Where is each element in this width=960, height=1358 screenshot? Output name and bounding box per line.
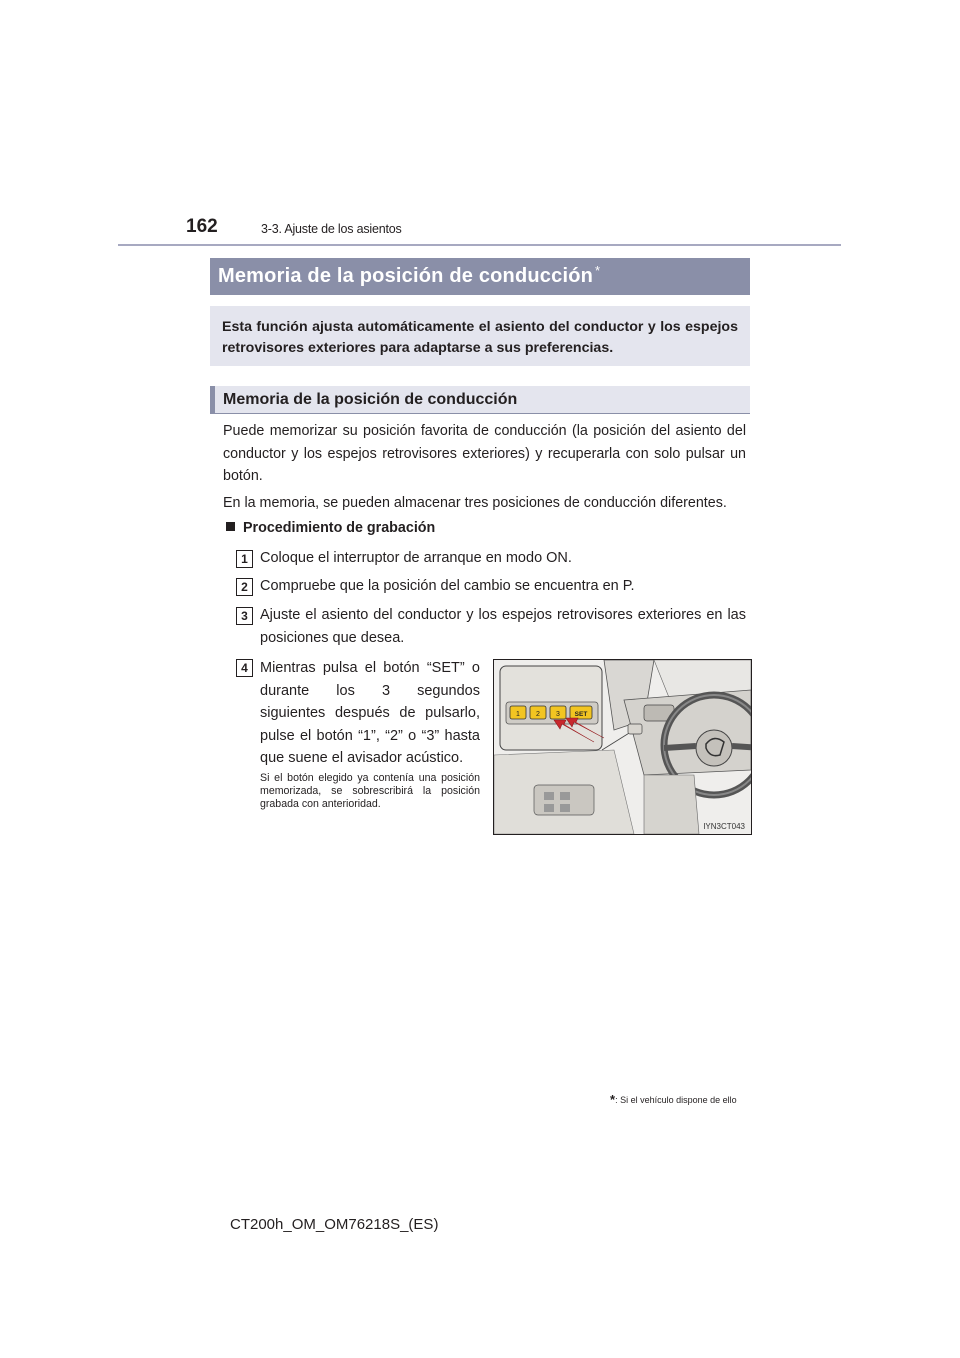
steering-hub bbox=[696, 730, 732, 766]
figure-illustration bbox=[494, 660, 751, 834]
memory-button-3-label: 3 bbox=[556, 711, 560, 718]
window-switch bbox=[544, 804, 554, 812]
window-switch bbox=[560, 792, 570, 800]
footer-code: CT200h_OM_OM76218S_(ES) bbox=[230, 1216, 439, 1233]
step-text-2: Compruebe que la posición del cambio se encuentra en P. bbox=[260, 578, 635, 594]
subsection-accent bbox=[210, 386, 215, 414]
window-switch bbox=[560, 804, 570, 812]
figure-code: IYN3CT043 bbox=[703, 822, 745, 831]
memory-button-1-label: 1 bbox=[516, 711, 520, 718]
step-number-1: 1 bbox=[236, 550, 253, 568]
memory-button-1 bbox=[510, 706, 526, 719]
bullet-square-icon bbox=[226, 522, 235, 531]
procedure-heading bbox=[226, 520, 435, 536]
step-text-3: Ajuste el asiento del conductor y los espejos retrovisores exteriores en las posiciones que desea. bbox=[260, 607, 746, 646]
title-bar bbox=[210, 258, 750, 295]
memory-button-2-label: 2 bbox=[536, 711, 540, 718]
section-label: 3-3. Ajuste de los asientos bbox=[261, 222, 402, 236]
title-footnote-mark: * bbox=[595, 263, 601, 278]
set-button-label: SET bbox=[574, 711, 588, 718]
paragraph-1: Puede memorizar su posición favorita de conducción (la posición del asiento del conductor y los espejos retrovisores exteriores) y recuperarla con solo pulsar un botón. bbox=[223, 423, 746, 484]
footnote-text: : Si el vehículo dispone de ello bbox=[615, 1095, 737, 1105]
page-title-text: Memoria de la posición de conducción bbox=[218, 265, 594, 287]
subsection-bar bbox=[210, 386, 750, 414]
step-number-2: 2 bbox=[236, 578, 253, 596]
memory-buttons-figure bbox=[493, 659, 752, 835]
subsection-underline bbox=[210, 413, 750, 415]
window-switch bbox=[544, 792, 554, 800]
page-title bbox=[218, 265, 600, 288]
memory-button-2 bbox=[530, 706, 546, 719]
header-rule bbox=[118, 244, 841, 246]
intro-box bbox=[210, 306, 750, 366]
footnote bbox=[610, 1091, 737, 1106]
door-switch-location bbox=[628, 724, 642, 734]
paragraph-2: En la memoria, se pueden almacenar tres posiciones de conducción diferentes. bbox=[223, 495, 727, 511]
step-number-3: 3 bbox=[236, 607, 253, 625]
step-text-1: Coloque el interruptor de arranque en modo ON. bbox=[260, 550, 572, 566]
procedure-heading-text: Procedimiento de grabación bbox=[243, 520, 436, 536]
subsection-title: Memoria de la posición de conducción bbox=[223, 391, 518, 408]
set-button bbox=[570, 706, 592, 719]
intro-text: Esta función ajusta automáticamente el asiento del conductor y los espejos retrovisores exteriores para adaptarse a sus preferencias. bbox=[222, 319, 738, 356]
lower-console bbox=[644, 775, 699, 834]
footnote-mark: * bbox=[610, 1092, 616, 1107]
step-note: Si el botón elegido ya contenía una posición memorizada, se sobrescribirá la posición grabada con anterioridad. bbox=[260, 772, 480, 810]
step-number-4: 4 bbox=[236, 659, 253, 677]
page-number: 162 bbox=[186, 216, 218, 237]
step-text-4: Mientras pulsa el botón “SET” o durante los 3 segundos siguientes después de pulsarlo, pulse el botón “1”, “2” o “3” hasta que suene el avisador acústico. bbox=[260, 660, 480, 766]
memory-button-3 bbox=[550, 706, 566, 719]
